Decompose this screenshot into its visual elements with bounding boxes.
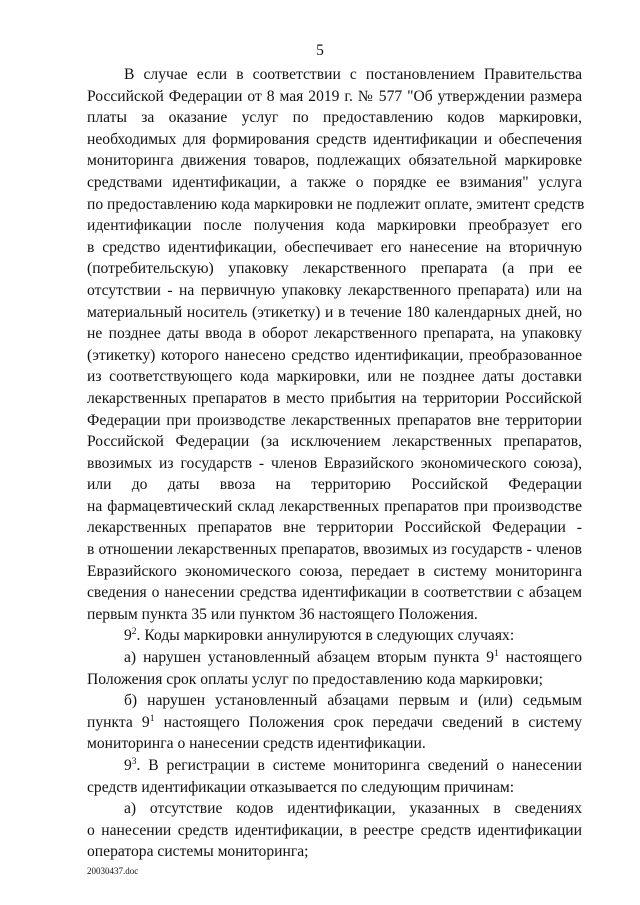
text-line: первым пункта 35 или пунктом 36 настоящего Положения. xyxy=(87,605,478,623)
text-line: оператора системы мониторинга; xyxy=(87,843,309,861)
file-name-footer: 20030437.doc xyxy=(87,866,139,876)
paragraph-b-line-2 xyxy=(87,712,582,734)
line-text: настоящего xyxy=(498,649,582,667)
paragraph-a-line-1 xyxy=(87,647,582,669)
text-line: Евразийского экономического союза, передает в систему мониторинга xyxy=(87,562,582,580)
line-text: настоящего Положения срок передачи сведений в систему xyxy=(154,713,582,731)
text-line: необходимых для формирования средств идентификации и обеспечения xyxy=(87,130,582,148)
paragraph-9-3-line-1 xyxy=(87,755,582,777)
text-line: в средство идентификации, обеспечивает его нанесение на вторичную xyxy=(87,238,582,256)
line-text: . В регистрации в системе мониторинга сведений о нанесении xyxy=(136,757,582,774)
text-line: В случае если в соответствии с постановлением Правительства xyxy=(124,66,582,83)
clause-number: 9 xyxy=(124,757,132,774)
clause-superscript: 3 xyxy=(131,757,137,767)
text-line: а) отсутствие кодов идентификации, указанных в сведениях xyxy=(124,800,582,818)
text-line: по предоставлению кода маркировки не подлежит оплате, эмитент средств xyxy=(87,195,585,213)
text-line: из соответствующего кода маркировки, или не позднее даты доставки xyxy=(87,368,582,386)
text-line: в отношении лекарственных препаратов, ввозимых из государств - членов xyxy=(87,541,582,559)
text-line: ввозимых из государств - членов Евразийского экономического союза), xyxy=(87,454,582,472)
paragraph-b-line-1: б) нарушен установленный абзацами первым и (или) седьмым xyxy=(124,692,582,710)
text-line: Федерации при производстве лекарственных препаратов вне территории xyxy=(87,411,582,429)
clause-superscript: 2 xyxy=(131,627,137,638)
paragraph-1 xyxy=(87,64,585,625)
text-line: сведения о нанесении средства идентификации в соответствии с абзацем xyxy=(87,584,582,602)
text-line: Российской Федерации (за исключением лекарственных препаратов, xyxy=(87,433,582,451)
paragraph-b-line-3: мониторинга о нанесении средств идентификации. xyxy=(87,735,426,753)
text-line: о нанесении средств идентификации, в реестре средств идентификации xyxy=(87,821,582,839)
text-line: или до даты ввоза на территорию Российской Федерации xyxy=(87,476,582,494)
clause-superscript: 1 xyxy=(494,649,499,660)
text-line: лекарственных препаратов в место прибытия на территории Российской xyxy=(87,389,582,407)
text-line: платы за оказание услуг по предоставлению кодов маркировки, xyxy=(87,109,582,127)
clause-text: . Коды маркировки аннулируются в следующих случаях: xyxy=(136,627,515,645)
text-line: Российской Федерации от 8 мая 2019 г. № 577 "Об утверждении размера xyxy=(87,87,582,105)
text-line: (потребительскую) упаковку лекарственного препарата (а при ее xyxy=(87,260,582,278)
paragraph-9-3-line-2: средств идентификации отказывается по следующим причинам: xyxy=(87,778,515,796)
text-line: отсутствии - на первичную упаковку лекарственного препарата) или на xyxy=(87,281,582,299)
text-line: материальный носитель (этикетку) и в течение 180 календарных дней, но xyxy=(87,303,582,321)
paragraph-9-2 xyxy=(87,625,582,647)
text-line: лекарственных препаратов вне территории Российской Федерации - xyxy=(87,519,582,537)
text-line: (этикетку) которого нанесено средство идентификации, преобразованное xyxy=(87,346,582,364)
paragraph-a-line-2: Положения срок оплаты услуг по предоставлению кода маркировки; xyxy=(87,670,543,688)
text-line: идентификации после получения кода маркировки преобразует его xyxy=(87,217,582,235)
line-text: а) нарушен установленный абзацем вторым пункта 9 xyxy=(124,649,495,667)
text-line: на фармацевтический склад лекарственных препаратов при производстве xyxy=(87,497,582,515)
page-number: 5 xyxy=(316,42,324,59)
paragraph-a-refusal xyxy=(87,798,582,863)
text-line: не позднее даты ввода в оборот лекарственного препарата, на упаковку xyxy=(87,325,582,343)
text-line: средствами идентификации, а также о порядке ее взимания" услуга xyxy=(87,173,582,191)
clause-superscript: 1 xyxy=(149,713,155,724)
document-body xyxy=(87,64,585,863)
clause-number: 9 xyxy=(124,627,132,645)
text-line: мониторинга движения товаров, подлежащих обязательной маркировке xyxy=(87,152,582,170)
line-text: пункта 9 xyxy=(87,713,150,731)
